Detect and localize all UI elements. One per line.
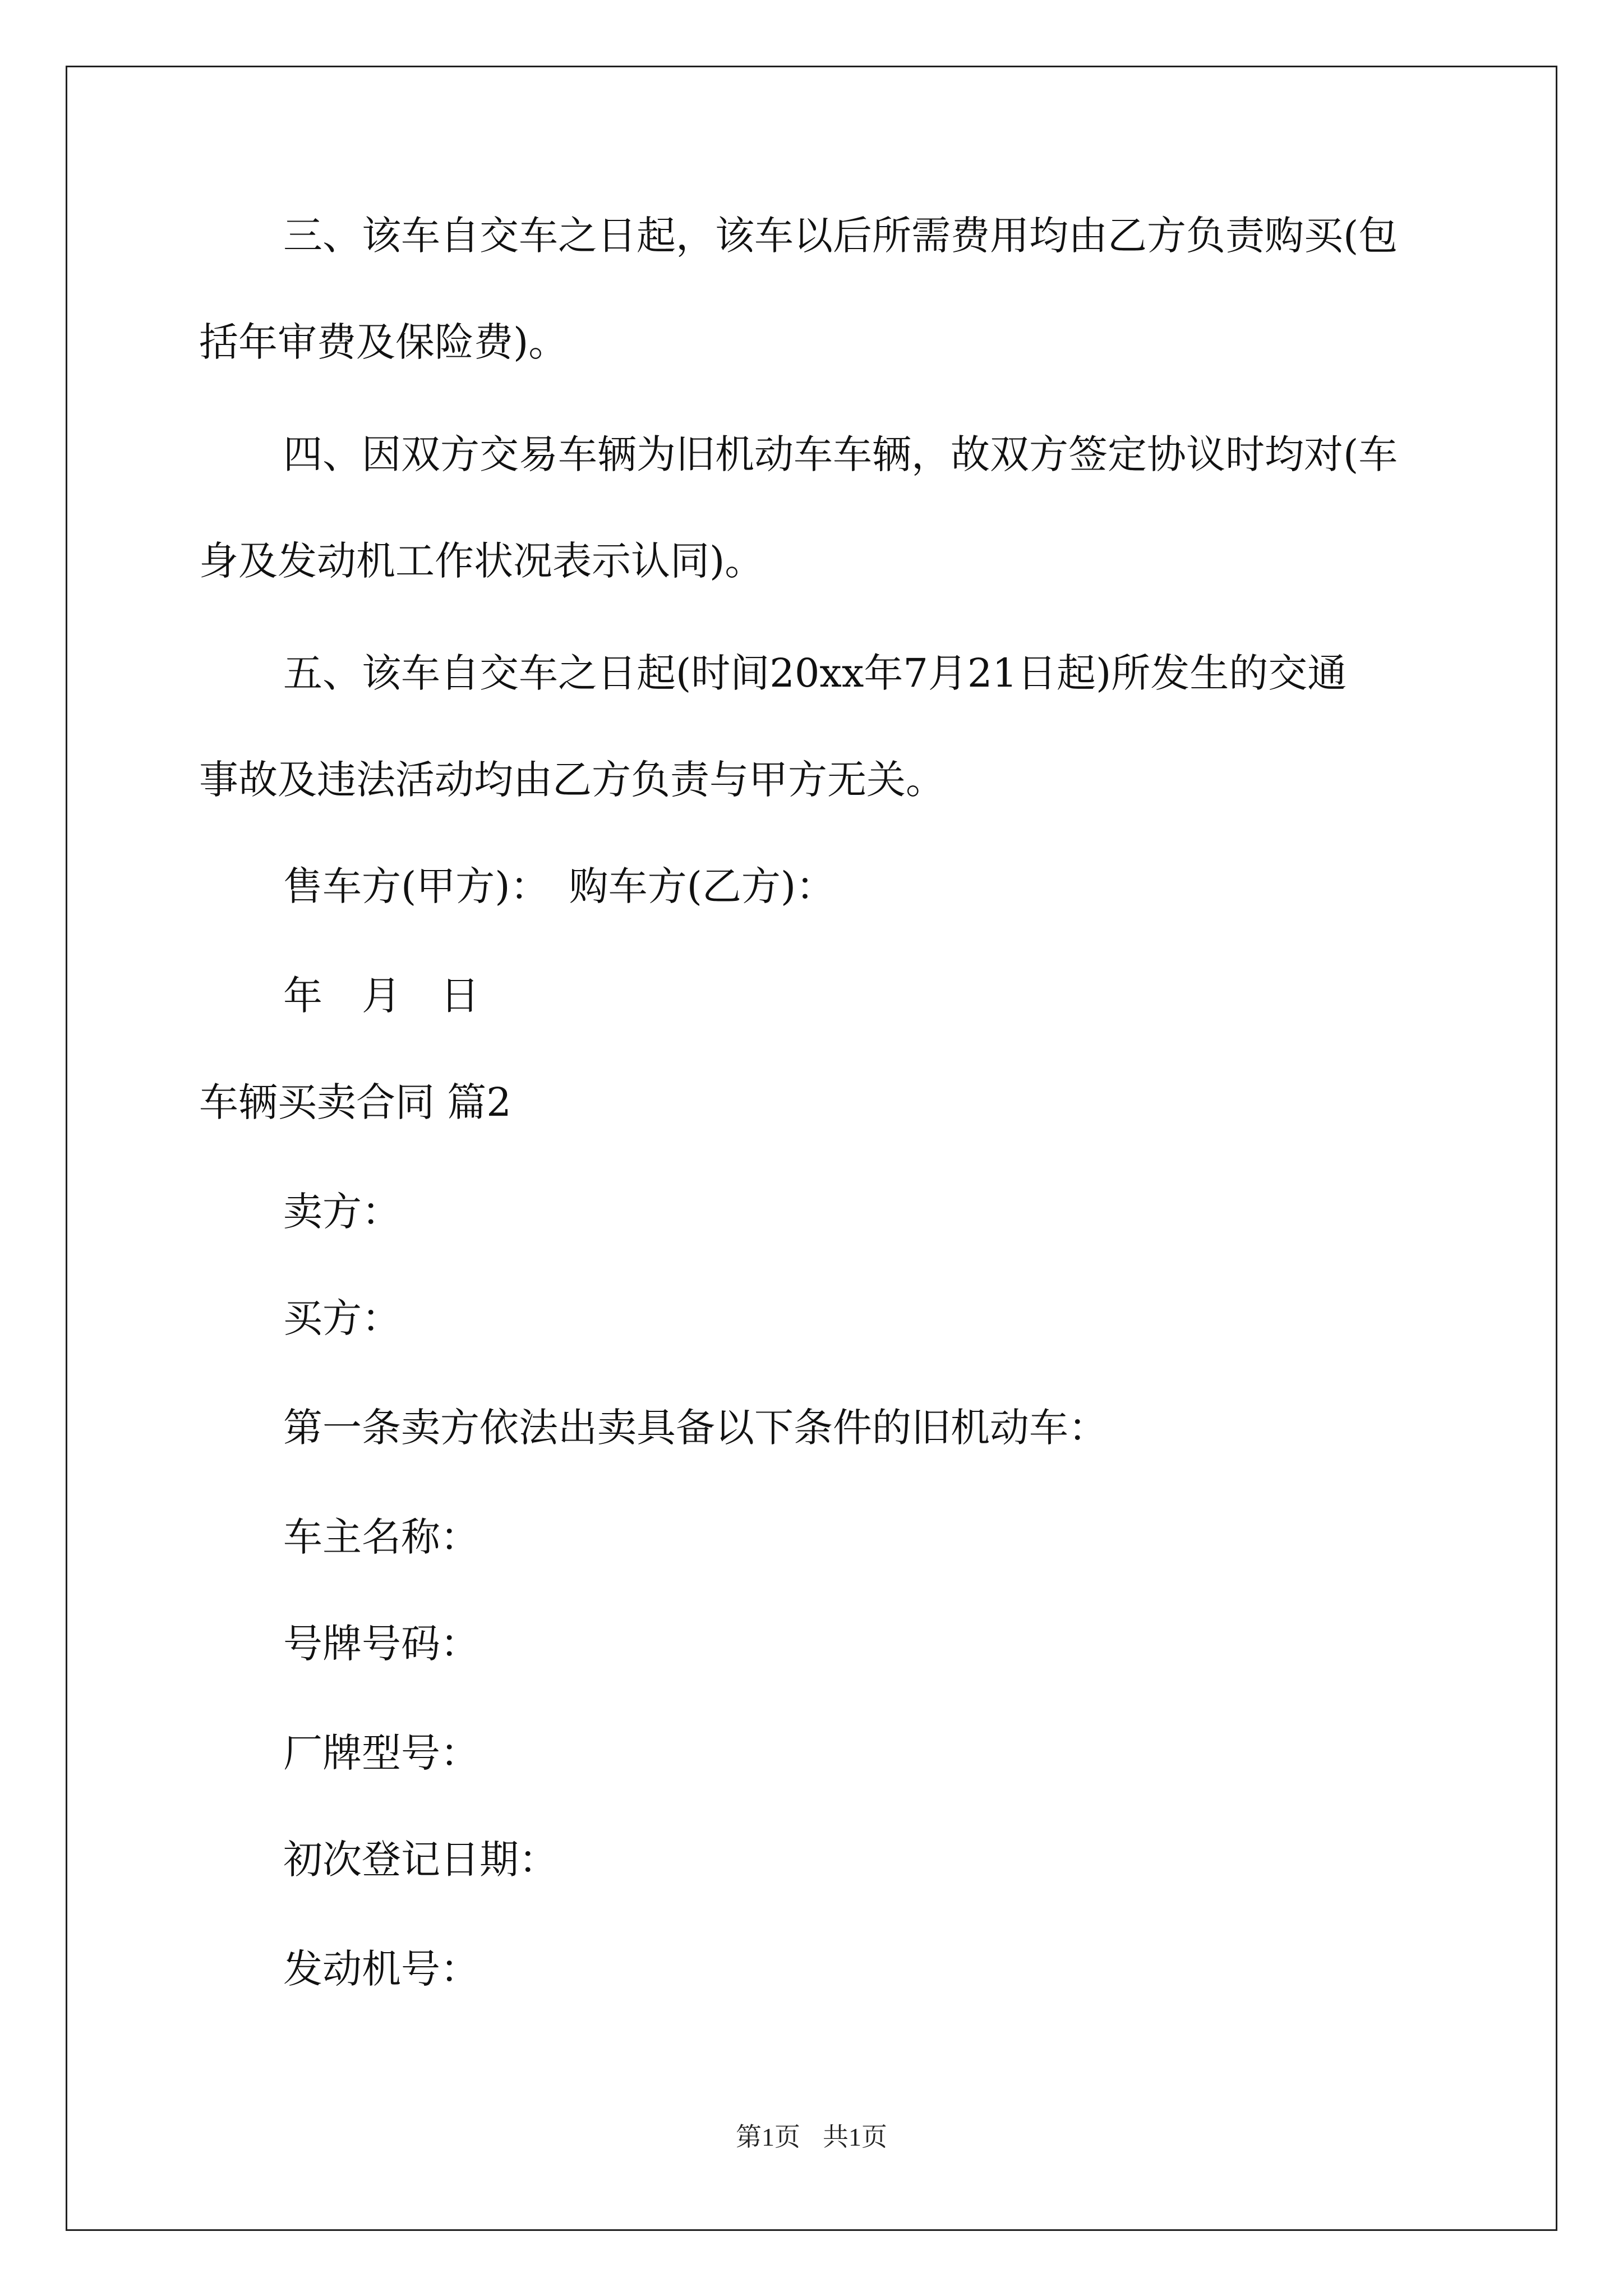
page-footer xyxy=(0,2120,1623,2154)
owner-name-field: 车主名称： xyxy=(283,1514,479,1560)
page-number: 第1页 xyxy=(736,2123,800,2151)
seller-field: 卖方： xyxy=(283,1189,401,1235)
clause-three-line2: 括年审费及保险费)。 xyxy=(199,319,568,365)
clause-four-line1: 四、因双方交易车辆为旧机动车车辆，故双方签定协议时均对(车 xyxy=(283,431,1398,477)
signature-parties: 售车方(甲方)： 购车方(乙方)： xyxy=(283,863,836,909)
clause-five-line1: 五、该车自交车之日起(时间20xx年7月21日起)所发生的交通 xyxy=(283,650,1347,696)
article-one: 第一条卖方依法出卖具备以下条件的旧机动车： xyxy=(283,1405,1108,1451)
brand-model-field: 厂牌型号： xyxy=(283,1730,479,1776)
page-total: 共1页 xyxy=(823,2123,887,2151)
clause-four-line2: 身及发动机工作状况表示认同)。 xyxy=(199,538,764,584)
plate-number-field: 号牌号码： xyxy=(283,1621,479,1667)
clause-three-line1: 三、该车自交车之日起，该车以后所需费用均由乙方负责购买(包 xyxy=(283,213,1398,259)
section-title: 车辆买卖合同 篇2 xyxy=(199,1079,511,1125)
signature-date: 年 月 日 xyxy=(283,973,479,1019)
engine-number-field: 发动机号： xyxy=(283,1946,479,1992)
buyer-field: 买方： xyxy=(283,1295,401,1341)
page-border xyxy=(66,66,1557,2231)
clause-five-line2: 事故及违法活动均由乙方负责与甲方无关。 xyxy=(199,757,945,803)
first-registration-date-field: 初次登记日期： xyxy=(283,1837,558,1883)
